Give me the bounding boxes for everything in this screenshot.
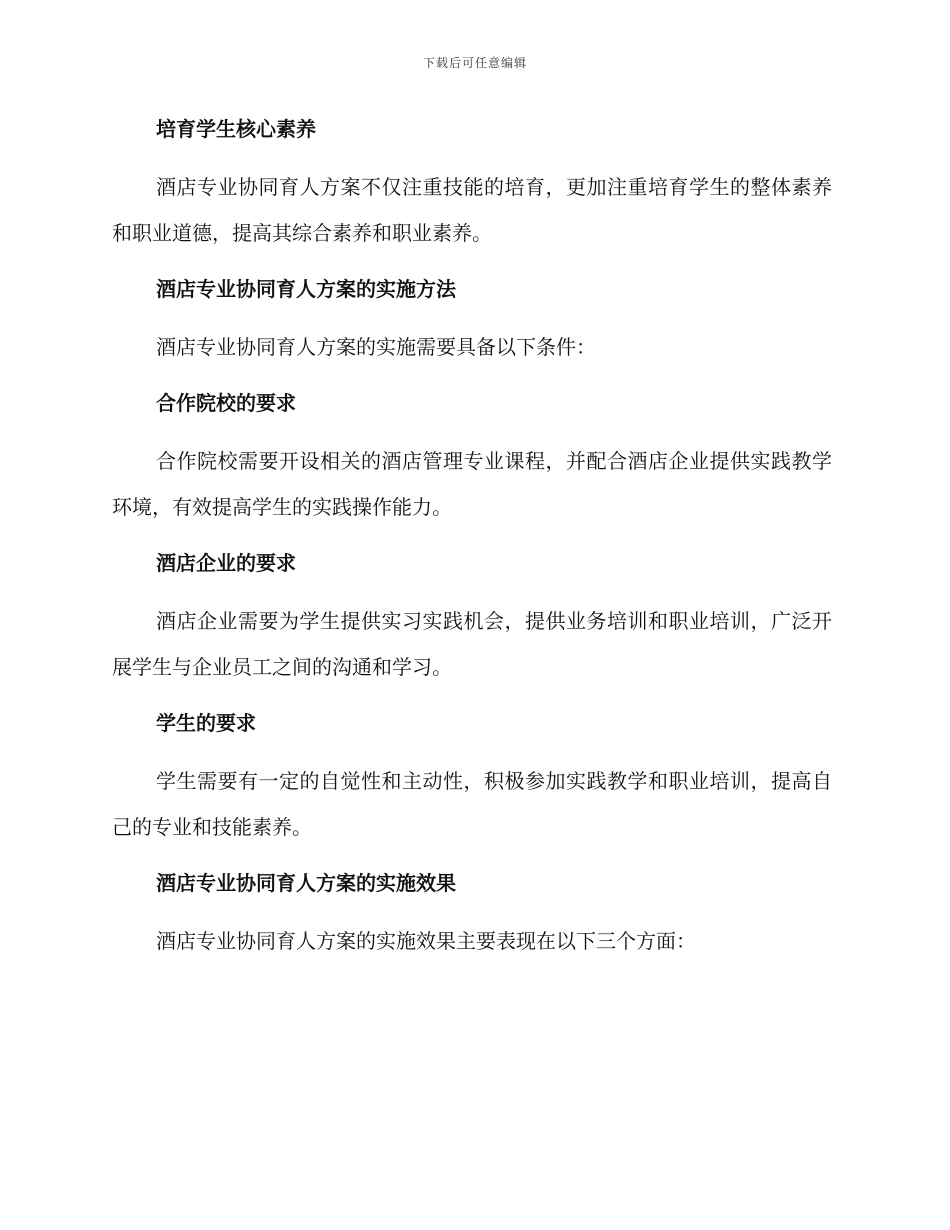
paragraph-core-literacy: 酒店专业协同育人方案不仅注重技能的培育，更加注重培育学生的整体素养和职业道德，提高其综合素养和职业素养。	[112, 175, 832, 245]
paragraph-partner-school: 合作院校需要开设相关的酒店管理专业课程，并配合酒店企业提供实践教学环境，有效提高学生的实践操作能力。	[112, 449, 832, 519]
section-heading-implementation-effect: 酒店专业协同育人方案的实施效果	[156, 871, 456, 895]
section-heading-implementation-method: 酒店专业协同育人方案的实施方法	[156, 277, 456, 301]
section-heading-core-literacy: 培育学生核心素养	[156, 117, 316, 141]
section-heading-students: 学生的要求	[156, 711, 256, 735]
header-note: 下载后可任意编辑	[422, 56, 527, 70]
document-body	[112, 108, 832, 976]
paragraph-implementation-conditions: 酒店专业协同育人方案的实施需要具备以下条件：	[156, 335, 596, 359]
section-heading-partner-school: 合作院校的要求	[156, 391, 296, 415]
paragraph-students: 学生需要有一定的自觉性和主动性，积极参加实践教学和职业培训，提高自己的专业和技能素养。	[112, 769, 832, 839]
paragraph-implementation-effect: 酒店专业协同育人方案的实施效果主要表现在以下三个方面：	[156, 929, 696, 953]
section-heading-hotel-enterprise: 酒店企业的要求	[156, 551, 296, 575]
paragraph-hotel-enterprise: 酒店企业需要为学生提供实习实践机会，提供业务培训和职业培训，广泛开展学生与企业员工之间的沟通和学习。	[112, 609, 832, 679]
